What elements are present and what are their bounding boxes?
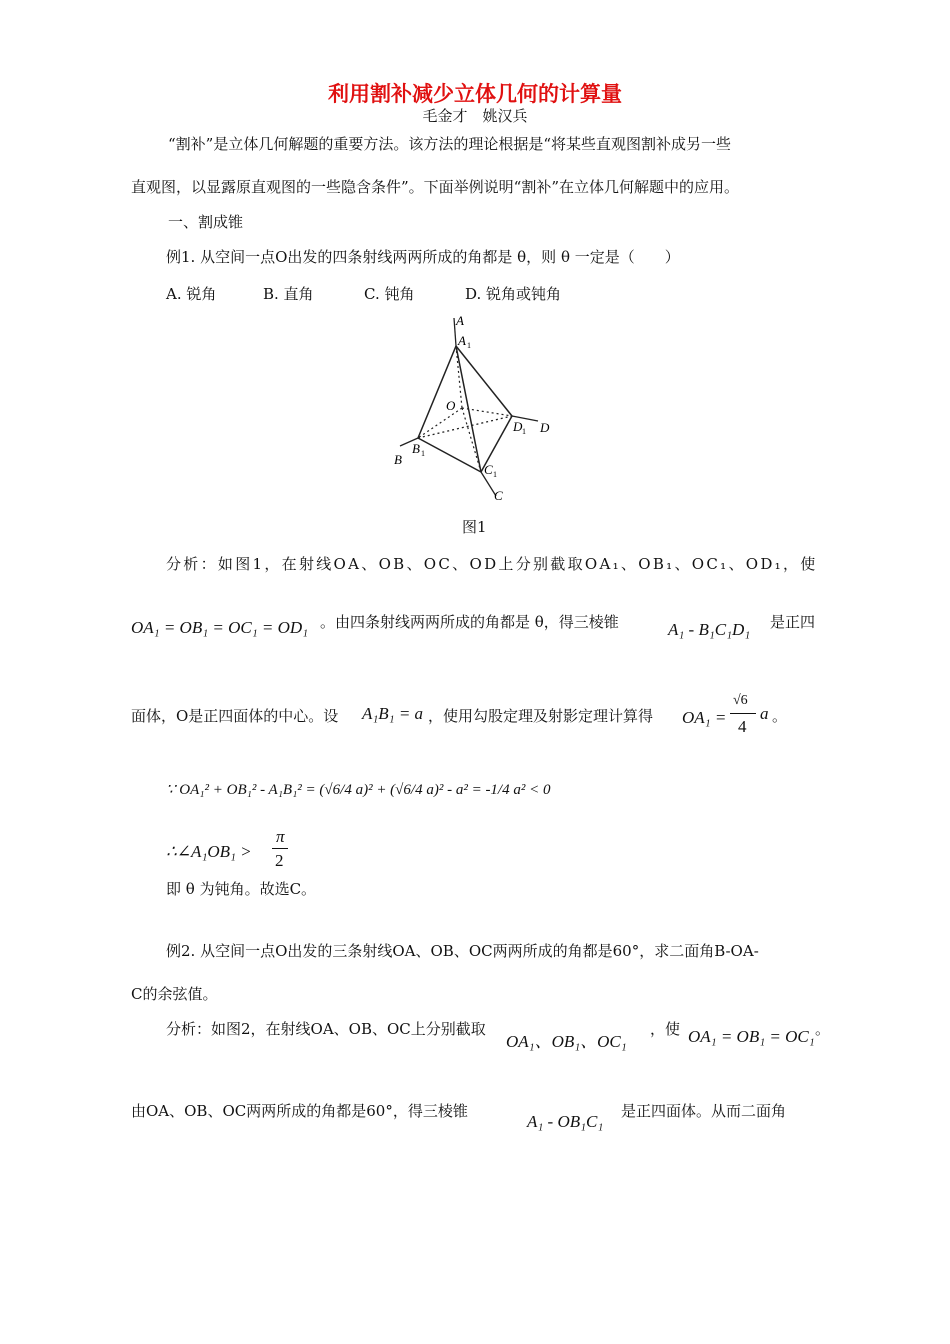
intro-line-1: “割补”是立体几何解题的重要方法。该方法的理论根据是“将某些直观图割补成另一些	[168, 135, 732, 153]
label-d1-sub: 1	[522, 427, 526, 436]
label-o: O	[446, 398, 456, 413]
figure-1-tetrahedron	[380, 310, 580, 510]
example1-question: 例1. 从空间一点O出发的四条射线两两所成的角都是 θ，则 θ 一定是（ ）	[166, 248, 680, 266]
equal-segments-equation: OA₁ = OB₁ = OC₁ = OD₁	[131, 618, 309, 637]
example2-make: ，使	[650, 1020, 681, 1038]
tetrahedron-a1b1c1d1: A₁ - B₁C₁D₁	[668, 620, 751, 639]
edge-length-equation: A₁B₁ = a	[362, 704, 424, 723]
edge-a1b1	[418, 346, 456, 438]
label-b: B	[394, 452, 402, 467]
option-d: D. 锐角或钝角	[465, 285, 562, 303]
example1-analysis-line-1: 分析：如图1，在射线OA、OB、OC、OD上分别截取OA₁、OB₁、OC₁、OD₁，使	[166, 555, 818, 573]
fraction-bar	[730, 713, 756, 714]
edge-b1c1	[418, 438, 481, 472]
label-a1: A	[458, 333, 466, 348]
example1-analysis-line-2: 。由四条射线两两所成的角都是 θ，得三棱锥	[320, 613, 619, 631]
label-b1: B	[412, 441, 420, 456]
authors: 毛金才 姚汉兵	[422, 107, 528, 125]
label-a: A	[456, 313, 464, 328]
period-2: 。	[815, 1020, 831, 1038]
page-title: 利用割补减少立体几何的计算量	[328, 82, 622, 106]
example1-analysis-line-2-end: 是正四	[770, 613, 816, 631]
section-heading: 一、割成锥	[168, 213, 244, 231]
example1-analysis-line-3: 面体，O是正四面体的中心。设	[131, 707, 339, 725]
segment-oa1	[456, 346, 462, 408]
label-c: C	[494, 488, 503, 503]
label-a1-sub: 1	[467, 341, 471, 350]
equal-segments-equation-2: OA₁ = OB₁ = OC₁	[688, 1027, 815, 1046]
segments-oa1-ob1-oc1: OA₁、OB₁、OC₁	[506, 1032, 627, 1051]
edge-a1d1	[456, 346, 512, 416]
label-d1: D	[513, 419, 523, 434]
pi-fraction-bar	[272, 848, 288, 849]
label-d: D	[540, 420, 550, 435]
pi-numerator: π	[276, 827, 285, 846]
tetrahedron-a1ob1c1: A₁ - OB₁C₁	[527, 1112, 604, 1131]
option-b: B. 直角	[263, 285, 314, 303]
example2-analysis-line-1: 分析：如图2，在射线OA、OB、OC上分别截取	[166, 1020, 486, 1038]
intro-line-2: 直观图，以显露原直观图的一些隐含条件”。下面举例说明“割补”在立体几何解题中的应用。	[131, 178, 740, 196]
period: 。	[772, 707, 788, 725]
example2-analysis-line-2-end: 是正四面体。从而二面角	[621, 1102, 787, 1120]
pi-denominator: 2	[275, 851, 284, 870]
example1-conclusion: 即 θ 为钝角。故选C。	[166, 880, 317, 898]
because-equation: ∵ OA₁² + OB₁² - A₁B₁² = (√6/4 a)² + (√6/4 a)² - a² = -1/4 a² < 0	[166, 782, 551, 798]
example2-question-line-1: 例2. 从空间一点O出发的三条射线OA、OB、OC两两所成的角都是60°，求二面角B-OA-	[166, 942, 759, 960]
therefore-angle: ∴∠A₁OB₁ >	[166, 842, 252, 861]
option-a: A. 锐角	[166, 285, 217, 303]
example2-analysis-line-2: 由OA、OB、OC两两所成的角都是60°，得三棱锥	[131, 1102, 468, 1120]
label-c1: C	[484, 462, 493, 477]
fraction-numerator: √6	[733, 693, 748, 708]
oa1-label: OA₁ =	[682, 708, 727, 727]
label-c1-sub: 1	[493, 470, 497, 479]
fraction-denominator: 4	[738, 717, 747, 736]
option-c: C. 钝角	[364, 285, 415, 303]
label-b1-sub: 1	[421, 449, 425, 458]
example2-question-line-2: C的余弦值。	[131, 985, 218, 1003]
variable-a: a	[760, 704, 769, 723]
example1-analysis-line-3-mid: ，使用勾股定理及射影定理计算得	[428, 707, 654, 725]
segment-oc1	[462, 408, 481, 472]
figure-1-caption: 图1	[462, 518, 487, 536]
